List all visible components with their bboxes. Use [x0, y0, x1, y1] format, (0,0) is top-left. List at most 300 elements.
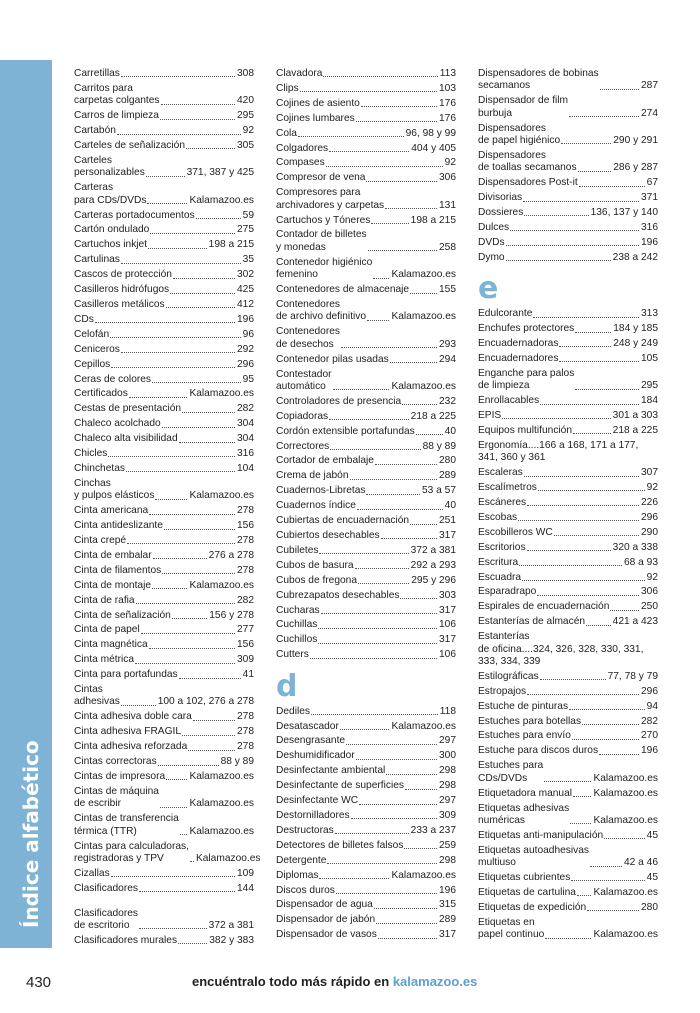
entry-dots [330, 449, 420, 450]
entry-term-line: Cuchillos [276, 634, 318, 646]
entry-page: 40 [444, 500, 456, 512]
index-entry [74, 868, 254, 880]
entry-dots [404, 848, 437, 849]
entry-term [478, 671, 539, 683]
entry-term-line: Desinfectante de superficies [276, 780, 404, 792]
entry-term-line: personalizables [74, 167, 145, 179]
section-letter: d [276, 668, 298, 704]
index-column-2 [276, 68, 456, 944]
entry-term [74, 813, 179, 838]
entry-dots [127, 543, 235, 544]
index-entry [74, 756, 254, 768]
entry-term [276, 157, 325, 169]
index-entry [276, 98, 456, 110]
entry-dots [170, 293, 235, 294]
index-entry [276, 515, 456, 527]
entry-term-line: térmica (TTR) [74, 825, 137, 837]
entry-term [276, 810, 350, 822]
entry-dots [160, 119, 235, 120]
index-entry [74, 935, 254, 947]
index-entry [276, 605, 456, 617]
index-entry [478, 207, 658, 219]
entry-term-line: Cuadernos índice [276, 500, 356, 512]
entry-term [74, 935, 177, 947]
index-column-1 [74, 68, 261, 950]
entry-dots [575, 332, 611, 333]
entry-term [478, 872, 570, 884]
entry-dots [111, 367, 235, 368]
index-entry [276, 68, 456, 80]
entry-page: 297 [439, 735, 456, 747]
entry-term [74, 182, 146, 207]
entry-term-line: Controladores de presencia [276, 395, 402, 407]
entry-term [276, 187, 384, 212]
entry-term-line: Estuche para discos duros [478, 745, 599, 757]
entry-term-line: Cintas de transferencia [74, 813, 179, 825]
entry-term [478, 123, 560, 148]
entry-term-line: Estilográficas [478, 670, 539, 682]
entry-page: 184 y 185 [613, 323, 658, 335]
entry-term-line: Estuches para botellas [478, 715, 582, 727]
entry-dots [537, 595, 639, 596]
entry-page: Kalamazoo.es [391, 869, 456, 881]
entry-term-line: Ceras de colores [74, 373, 152, 385]
entry-page: 280 [641, 901, 658, 913]
footer-site-link[interactable]: kalamazoo.es [392, 974, 478, 989]
index-entry [276, 721, 456, 733]
index-entry [478, 482, 658, 494]
entry-dots [155, 499, 187, 500]
index-entry [276, 795, 456, 807]
page-number: 430 [26, 974, 52, 991]
index-entry [276, 113, 456, 125]
entry-page: 304 [237, 418, 254, 430]
entry-term-line: Dispensadores Post-it [478, 177, 578, 189]
entry-page: 156 [237, 520, 254, 532]
entry-term-line: Etiquetas autoadhesivas [478, 844, 590, 856]
entry-page: 232 [439, 395, 456, 407]
entry-term-line: Cinta magnética [74, 639, 148, 651]
entry-term-line: Carteles de señalización [74, 140, 185, 152]
entry-term [276, 485, 365, 497]
entry-page: 317 [439, 604, 456, 616]
entry-dots [121, 705, 156, 706]
entry-dots [340, 729, 390, 730]
index-entry [276, 187, 456, 212]
entry-dots [350, 479, 438, 480]
index-entry [478, 730, 658, 742]
entry-page: 176 [439, 112, 456, 124]
entry-term [478, 497, 526, 509]
entry-term [478, 410, 501, 422]
index-entry [276, 870, 456, 882]
entry-term-line: Cubos de fregona [276, 574, 357, 586]
entry-dots [136, 603, 235, 604]
index-entry [478, 788, 658, 800]
entry-term-line: Compresor de vena [276, 172, 366, 184]
entry-term-line: Diplomas [276, 869, 319, 881]
entry-page: 77, 78 y 79 [607, 670, 658, 682]
entry-term [276, 825, 334, 837]
entry-dots [166, 307, 235, 308]
index-entry [74, 329, 254, 341]
entry-dots [147, 203, 187, 204]
entry-term-line: de desechos [276, 338, 334, 350]
entry-term [276, 795, 358, 807]
entry-page: 309 [439, 810, 456, 821]
entry-dots [405, 789, 437, 790]
entry-term [276, 426, 415, 438]
entry-term [74, 155, 145, 180]
entry-term [478, 586, 536, 598]
index-entry [276, 215, 456, 227]
entry-term [74, 284, 169, 296]
index-entry [276, 411, 456, 423]
entry-term-line: Cintas de impresora [74, 771, 166, 782]
entry-term [276, 354, 389, 366]
entry-dots [506, 245, 639, 246]
entry-term-line: Dulces [478, 221, 510, 233]
entry-page: Kalamazoo.es [391, 720, 456, 732]
index-entry [74, 299, 254, 311]
index-entry [478, 745, 658, 757]
index-entry [276, 354, 456, 366]
entry-term [276, 929, 377, 941]
spacer [74, 898, 254, 908]
entry-dots [600, 89, 639, 90]
entry-term [74, 110, 159, 122]
entry-term [276, 113, 355, 125]
entry-term-line: numéricas [478, 814, 525, 826]
entry-term [74, 239, 147, 251]
entry-term [276, 649, 309, 661]
entry-term [276, 840, 403, 852]
entry-term [74, 786, 159, 811]
entry-term: Estanterías [478, 631, 530, 643]
entry-dots [121, 263, 241, 264]
index-entry [478, 917, 658, 942]
entry-page: 258 [439, 241, 456, 253]
index-entry [478, 123, 658, 148]
entry-dots [355, 568, 409, 569]
entry-dots [371, 223, 408, 224]
entry-term-line: Escalímetros [478, 482, 537, 494]
index-entry [74, 505, 254, 517]
entry-page: 316 [641, 221, 658, 233]
index-entry [276, 157, 456, 169]
entry-dots [502, 418, 610, 419]
entry-term-line: Cucharas [276, 604, 320, 616]
entry-term [74, 639, 148, 651]
index-entry [74, 535, 254, 547]
footer-tagline [192, 974, 477, 989]
entry-page: 88 y 89 [422, 440, 456, 452]
entry-page: 275 [237, 224, 254, 236]
footer-text: encuéntralo todo más rápido en [192, 974, 390, 989]
index-entry [276, 326, 456, 351]
entry-page: 421 a 423 [612, 616, 658, 628]
entry-page: 226 [641, 496, 658, 508]
entry-page: 278 [237, 711, 254, 723]
entry-dots [569, 116, 639, 117]
entry-dots [367, 320, 389, 321]
entry-term-line: Encuadernadoras [478, 338, 559, 349]
entry-page: 198 a 215 [208, 239, 254, 251]
entry-term [276, 455, 374, 467]
entry-term [478, 788, 572, 800]
entry-term [276, 500, 356, 512]
entry-dots [410, 524, 437, 525]
entry-term-line: Desengrasante [276, 735, 346, 747]
entry-term [478, 902, 586, 914]
entry-dots [359, 804, 437, 805]
index-entry [276, 500, 456, 512]
index-entry [478, 222, 658, 234]
entry-page: 371 [641, 192, 658, 204]
entry-dots [538, 490, 645, 491]
entry-term [74, 908, 138, 933]
entry-term [74, 565, 161, 577]
index-entry [276, 530, 456, 542]
index-entry [74, 284, 254, 296]
entry-term-line: Desinfectante WC [276, 795, 359, 807]
entry-term-line: Cubos de basura [276, 559, 354, 571]
entry-term-line: de papel higiénico [478, 135, 561, 147]
entry-term [74, 269, 172, 281]
index-entry [74, 840, 261, 866]
entry-term-line: Destornilladores [276, 810, 350, 821]
entry-dots [329, 151, 409, 152]
entry-page: 278 [237, 535, 254, 546]
index-entry [478, 308, 658, 320]
entry-term [74, 883, 138, 895]
index-entry [276, 885, 456, 897]
entry-page: 251 [439, 515, 456, 527]
index-entry [478, 192, 658, 204]
entry-page: 92 [444, 157, 456, 169]
entry-term-line: Desatascador [276, 720, 339, 732]
entry-page: 92 [646, 482, 658, 494]
index-entry [74, 403, 254, 415]
entry-dots [166, 779, 187, 780]
entry-page: 96, 98 y 99 [405, 127, 456, 139]
entry-term [276, 143, 328, 155]
entry-page: 276 a 278 [208, 549, 254, 561]
entry-term-line: Colgadores [276, 142, 329, 154]
index-entry [74, 813, 254, 838]
entry-term-line: Dossieres [478, 207, 524, 219]
entry-dots [329, 419, 409, 420]
entry-term-line: Escaleras [478, 467, 523, 479]
index-entry [74, 610, 254, 622]
entry-dots [149, 648, 235, 649]
entry-dots [587, 910, 639, 911]
entry-term-line: Escobilleros WC [478, 526, 553, 538]
index-entry [74, 463, 254, 475]
index-entry [276, 172, 456, 184]
entry-dots [604, 838, 645, 839]
entry-term-line: Cubiertos desechables [276, 530, 380, 541]
entry-page: Kalamazoo.es [593, 772, 658, 784]
entry-page: 156 y 278 [209, 609, 254, 621]
entry-term [276, 605, 320, 617]
index-entry [276, 128, 456, 140]
entry-term-line: Cinta de rafia [74, 594, 135, 606]
index-entry [478, 671, 658, 683]
entry-term-line: Casilleros metálicos [74, 299, 165, 310]
entry-term [74, 433, 178, 445]
entry-dots [190, 861, 194, 862]
index-entry [74, 786, 254, 811]
entry-term [74, 299, 165, 311]
entry-term [276, 870, 318, 882]
entry-page: Kalamazoo.es [189, 798, 254, 810]
entry-page: 88 y 89 [220, 756, 254, 768]
entry-term [74, 68, 120, 80]
entry-term-line: secamanos [478, 80, 531, 92]
entry-dots [357, 509, 443, 510]
entry-term-line: Detergente [276, 854, 327, 866]
entry-dots [375, 464, 437, 465]
entry-dots [188, 750, 235, 751]
index-entry [276, 914, 456, 926]
entry-page: 118 [439, 705, 456, 717]
entry-term-line: Copiadoras [276, 410, 329, 422]
index-entry [276, 840, 456, 852]
entry-dots [161, 104, 235, 105]
entry-term-line: Clasificadores [74, 882, 138, 894]
entry-dots [381, 538, 437, 539]
entry-term-line: Detectores de billetes falsos [276, 839, 404, 851]
entry-term-line: de limpieza [478, 380, 530, 392]
index-entry [478, 252, 658, 264]
entry-term [478, 338, 558, 350]
entry-dots [571, 880, 644, 881]
entry-dots [182, 412, 235, 413]
entry-term [74, 418, 161, 430]
index-entry [74, 269, 254, 281]
entry-dots [586, 625, 611, 626]
entry-term-line: Etiquetas de expedición [478, 901, 587, 913]
index-entry [276, 560, 456, 572]
entry-term-line: de archivo definitivo [276, 311, 367, 323]
entry-page: 295 [641, 380, 658, 392]
entry-dots [108, 456, 235, 457]
entry-term-line: Cubiletes [276, 544, 319, 556]
entry-term-line: adhesivas [74, 696, 120, 708]
entry-term [478, 616, 585, 628]
entry-dots [522, 580, 645, 581]
entry-dots [172, 618, 207, 619]
entry-term [478, 395, 539, 407]
entry-term [478, 686, 526, 698]
entry-term [276, 83, 299, 95]
entry-dots [323, 76, 437, 77]
entry-term [276, 470, 349, 482]
entry-term [276, 172, 365, 184]
index-entry [74, 624, 254, 636]
entry-term [74, 448, 107, 460]
entry-term [276, 706, 310, 718]
entry-term-line: Escritorios [478, 541, 526, 553]
entry-dots [121, 352, 235, 353]
entry-term-line: Carritos para [74, 82, 133, 94]
entry-term-line: Cartuchos inkjet [74, 239, 148, 251]
entry-term [74, 841, 189, 866]
entry-term [276, 634, 317, 646]
entry-dots [573, 433, 611, 434]
entry-dots [540, 404, 639, 405]
entry-page: Kalamazoo.es [391, 269, 456, 281]
entry-dots [577, 895, 591, 896]
entry-dots [146, 176, 185, 177]
entry-page: 104 [237, 462, 254, 474]
entry-dots [410, 293, 437, 294]
index-entry [478, 368, 658, 393]
entry-page: 45 [646, 829, 658, 841]
entry-dots [402, 404, 437, 405]
entry-dots [561, 143, 611, 144]
entry-term-line: Escáneres [478, 496, 527, 508]
entry-page: 292 a 293 [410, 559, 456, 571]
entry-term [74, 868, 110, 880]
entry-term-line: EPIS [478, 410, 502, 422]
index-entry [74, 478, 254, 503]
entry-term [478, 730, 571, 742]
entry-term-line: multiuso [478, 857, 516, 869]
entry-term [478, 542, 526, 554]
entry-term [478, 527, 553, 539]
index-entry [478, 845, 658, 870]
entry-term: de oficina [478, 643, 522, 655]
entry-term-line: Cuchillas [276, 619, 318, 631]
entry-term [478, 887, 576, 899]
entry-term-line: registradoras y TPV [74, 852, 164, 864]
entry-term [478, 572, 521, 584]
entry-page: 270 [641, 730, 658, 742]
entry-term-line: Etiquetas de cartulina [478, 886, 576, 898]
index-entry [74, 254, 254, 266]
entry-page: 278 [237, 505, 254, 517]
entry-term [74, 505, 148, 517]
index-entry [478, 353, 658, 365]
entry-term [74, 463, 125, 475]
entry-term-line: Cartón ondulado [74, 224, 150, 236]
entry-term-line: burbuja [478, 107, 512, 119]
entry-page: 248 y 249 [613, 338, 658, 349]
index-entry [478, 872, 658, 884]
entry-term-line: Celofán [74, 328, 110, 340]
entry-dots [524, 215, 588, 216]
entry-page: Kalamazoo.es [593, 886, 658, 898]
entry-dots [518, 520, 639, 521]
index-entry [74, 654, 254, 666]
index-entry [276, 899, 456, 911]
entry-term [276, 885, 335, 897]
entry-term [276, 284, 409, 296]
index-entry [276, 706, 456, 718]
index-entry [276, 229, 456, 254]
entry-term-line: Encuadernadores [478, 352, 559, 364]
entry-page: 42 a 46 [624, 857, 658, 869]
entry-term [74, 550, 152, 562]
entry-term-line: Cintas de máquina [74, 785, 159, 797]
entry-term [74, 359, 110, 371]
entry-dots [139, 891, 235, 892]
entry-page: 196 [439, 884, 456, 896]
entry-dots [179, 442, 235, 443]
index-entry [478, 425, 658, 437]
